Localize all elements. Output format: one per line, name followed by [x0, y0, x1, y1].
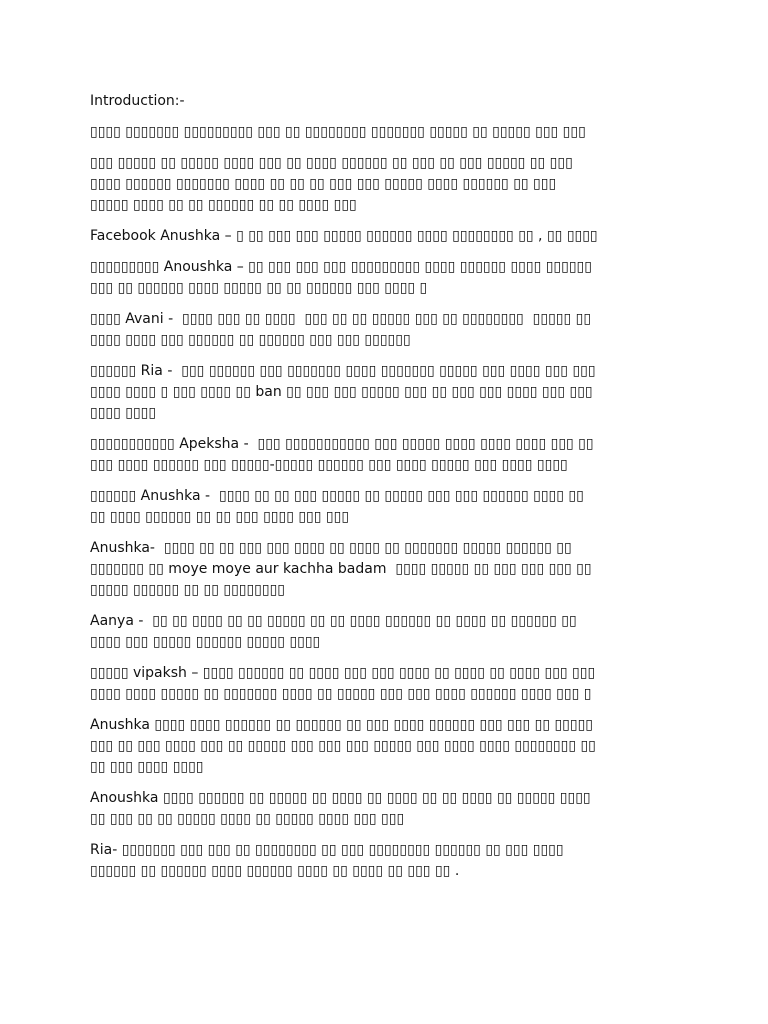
text-line: ▯▯▯ ▯▯ ▯▯▯ ▯▯▯▯ ▯▯▯ ▯▯ ▯▯▯▯▯ ▯▯▯ ▯▯▯ ▯▯▯ ▯▯▯▯▯ ▯▯▯ ▯▯▯▯ ▯▯▯▯ ▯▯▯▯▯▯▯▯ ▯▯ — [90, 738, 596, 754]
text-line: ▯▯▯▯▯▯ Anushka - ▯▯▯▯ ▯▯ ▯▯ ▯▯▯ ▯▯▯▯▯ ▯▯ ▯▯▯▯▯ ▯▯▯ ▯▯▯ ▯▯▯▯▯▯ ▯▯▯▯ ▯▯ — [90, 488, 584, 504]
paragraph — [90, 840, 760, 882]
text-line: ▯▯▯▯ ▯▯▯ ▯▯▯▯▯ ▯▯▯▯▯▯ ▯▯▯▯▯ ▯▯▯▯ — [90, 634, 321, 650]
text-line: ▯▯▯▯ ▯▯▯▯ — [90, 405, 157, 421]
paragraph — [90, 434, 760, 476]
paragraph — [90, 715, 760, 778]
text-line: ▯▯▯▯ Avani - ▯▯▯▯ ▯▯▯ ▯▯ ▯▯▯▯ ▯▯▯ ▯▯ ▯▯ ▯▯▯▯▯ ▯▯▯ ▯▯ ▯▯▯▯▯▯▯▯ ▯▯▯▯▯ ▯▯ — [90, 311, 592, 327]
paragraph — [90, 153, 760, 216]
text-line: ▯▯▯ ▯▯ ▯▯▯▯▯▯ ▯▯▯▯ ▯▯▯▯▯ ▯▯ ▯▯ ▯▯▯▯▯▯ ▯▯▯ ▯▯▯▯ ▯ — [90, 280, 428, 296]
paragraph — [90, 486, 760, 528]
paragraph — [90, 122, 760, 143]
text-line: ▯▯ ▯▯▯ ▯▯▯▯ ▯▯▯▯ — [90, 759, 204, 775]
document-body — [90, 91, 760, 892]
text-line: ▯▯▯▯▯ vipaksh – ▯▯▯▯ ▯▯▯▯▯▯ ▯▯ ▯▯▯▯ ▯▯▯ ▯▯▯ ▯▯▯▯ ▯▯ ▯▯▯▯ ▯▯ ▯▯▯▯ ▯▯▯ ▯▯▯ — [90, 665, 596, 681]
paragraph — [90, 611, 760, 653]
heading-paragraph — [90, 91, 760, 112]
paragraph — [90, 226, 760, 247]
text-line: Anushka ▯▯▯▯ ▯▯▯▯ ▯▯▯▯▯▯ ▯▯ ▯▯▯▯▯▯ ▯▯ ▯▯▯ ▯▯▯▯ ▯▯▯▯▯▯ ▯▯▯ ▯▯▯ ▯▯ ▯▯▯▯▯ — [90, 717, 593, 733]
text-line: Anoushka ▯▯▯▯ ▯▯▯▯▯▯ ▯▯ ▯▯▯▯▯ ▯▯ ▯▯▯▯ ▯▯ ▯▯▯▯ ▯▯ ▯▯ ▯▯▯▯ ▯▯ ▯▯▯▯▯ ▯▯▯▯ — [90, 790, 591, 806]
paragraph — [90, 538, 760, 601]
text-line: ▯▯▯▯▯▯▯▯▯▯▯ Apeksha - ▯▯▯ ▯▯▯▯▯▯▯▯▯▯▯ ▯▯▯ ▯▯▯▯▯ ▯▯▯▯ ▯▯▯▯ ▯▯▯▯ ▯▯▯ ▯▯ — [90, 436, 594, 452]
text-line: ▯▯▯▯▯▯ Ria - ▯▯▯ ▯▯▯▯▯▯ ▯▯▯ ▯▯▯▯▯▯▯ ▯▯▯▯ ▯▯▯▯▯▯▯ ▯▯▯▯▯ ▯▯▯ ▯▯▯▯ ▯▯▯ ▯▯▯ — [90, 363, 596, 379]
text-line: ▯▯▯▯ ▯▯▯▯ ▯▯▯▯▯ ▯▯ ▯▯▯▯▯▯▯ ▯▯▯▯ ▯▯ ▯▯▯▯▯ ▯▯▯ ▯▯▯ ▯▯▯▯ ▯▯▯▯▯▯ ▯▯▯▯ ▯▯▯ ▯ — [90, 686, 592, 702]
text-line: Facebook Anushka – ▯ ▯▯ ▯▯▯ ▯▯▯ ▯▯▯▯▯ ▯▯▯▯▯▯ ▯▯▯▯ ▯▯▯▯▯▯▯▯ ▯▯ , ▯▯ ▯▯▯▯ — [90, 228, 598, 244]
text-line: ▯▯▯▯ ▯▯▯▯ ▯▯▯ ▯▯▯▯▯▯ ▯▯ ▯▯▯▯▯▯ ▯▯▯ ▯▯▯ ▯▯▯▯▯▯ — [90, 332, 411, 348]
paragraph — [90, 663, 760, 705]
text-line: ▯▯▯▯ ▯▯▯▯▯▯▯ ▯▯▯▯▯▯▯▯▯ ▯▯▯ ▯▯ ▯▯▯▯▯▯▯▯ ▯▯▯▯▯▯▯ ▯▯▯▯▯ ▯▯ ▯▯▯▯▯ ▯▯▯ ▯▯▯ — [90, 124, 586, 140]
text-line: ▯▯▯▯ ▯▯▯▯ ▯ ▯▯▯ ▯▯▯▯ ▯▯ ban ▯▯ ▯▯▯ ▯▯▯ ▯▯▯▯▯ ▯▯▯ ▯▯ ▯▯▯ ▯▯▯ ▯▯▯▯ ▯▯▯ ▯▯▯ — [90, 384, 593, 400]
text-line: ▯▯▯▯ ▯▯▯▯▯▯ ▯▯▯▯▯▯▯ ▯▯▯▯ ▯▯ ▯▯ ▯▯ ▯▯▯ ▯▯▯ ▯▯▯▯▯ ▯▯▯▯ ▯▯▯▯▯▯ ▯▯ ▯▯▯ — [90, 176, 557, 192]
paragraph — [90, 309, 760, 351]
paragraph — [90, 257, 760, 299]
text-line: Anushka- ▯▯▯▯ ▯▯ ▯▯ ▯▯▯ ▯▯▯ ▯▯▯▯ ▯▯ ▯▯▯▯ ▯▯ ▯▯▯▯▯▯▯ ▯▯▯▯▯ ▯▯▯▯▯▯ ▯▯ — [90, 540, 572, 556]
text-line: Ria- ▯▯▯▯▯▯▯ ▯▯▯ ▯▯▯ ▯▯ ▯▯▯▯▯▯▯▯ ▯▯ ▯▯▯ ▯▯▯▯▯▯▯▯ ▯▯▯▯▯▯ ▯▯ ▯▯▯ ▯▯▯▯ — [90, 842, 564, 858]
text-line: ▯▯▯▯▯▯ ▯▯ ▯▯▯▯▯▯ ▯▯▯▯ ▯▯▯▯▯▯ ▯▯▯▯ ▯▯ ▯▯▯▯ ▯▯ ▯▯▯ ▯▯ . — [90, 863, 460, 879]
text-line: Aanya - ▯▯ ▯▯ ▯▯▯▯ ▯▯ ▯▯ ▯▯▯▯▯ ▯▯ ▯▯ ▯▯▯▯ ▯▯▯▯▯▯ ▯▯ ▯▯▯▯ ▯▯ ▯▯▯▯▯▯ ▯▯ — [90, 613, 577, 629]
text-line: ▯▯▯ ▯▯▯▯▯ ▯▯ ▯▯▯▯▯ ▯▯▯▯ ▯▯▯ ▯▯ ▯▯▯▯ ▯▯▯▯▯▯ ▯▯ ▯▯▯ ▯▯ ▯▯▯ ▯▯▯▯▯ ▯▯ ▯▯▯ — [90, 155, 573, 171]
text-line: ▯▯ ▯▯▯▯ ▯▯▯▯▯▯ ▯▯ ▯▯ ▯▯▯ ▯▯▯▯ ▯▯▯ ▯▯▯ — [90, 509, 350, 525]
text-line: ▯▯▯ ▯▯▯▯ ▯▯▯▯▯▯ ▯▯▯ ▯▯▯▯▯-▯▯▯▯▯ ▯▯▯▯▯▯ ▯▯▯ ▯▯▯▯ ▯▯▯▯▯ ▯▯▯ ▯▯▯▯ ▯▯▯▯ — [90, 457, 568, 473]
text-line: ▯▯▯▯▯ ▯▯▯▯ ▯▯ ▯▯ ▯▯▯▯▯▯ ▯▯ ▯▯ ▯▯▯▯ ▯▯▯ — [90, 197, 357, 213]
text-line: ▯▯▯▯▯▯▯ ▯▯ moye moye aur kachha badam ▯▯▯▯ ▯▯▯▯▯ ▯▯ ▯▯▯ ▯▯▯ ▯▯▯ ▯▯ — [90, 561, 592, 577]
paragraph — [90, 788, 760, 830]
text-line: ▯▯▯▯▯▯▯▯▯ Anoushka – ▯▯ ▯▯▯ ▯▯▯ ▯▯▯ ▯▯▯▯▯▯▯▯▯ ▯▯▯▯ ▯▯▯▯▯▯ ▯▯▯▯ ▯▯▯▯▯▯ — [90, 259, 592, 275]
paragraph — [90, 361, 760, 424]
text-line: Introduction:- — [90, 93, 185, 109]
text-line: ▯▯▯▯▯ ▯▯▯▯▯▯ ▯▯ ▯▯ ▯▯▯▯▯▯▯▯ — [90, 582, 285, 598]
text-line: ▯▯ ▯▯▯ ▯▯ ▯▯ ▯▯▯▯▯ ▯▯▯▯ ▯▯ ▯▯▯▯▯ ▯▯▯▯ ▯▯▯ ▯▯▯ — [90, 811, 405, 827]
